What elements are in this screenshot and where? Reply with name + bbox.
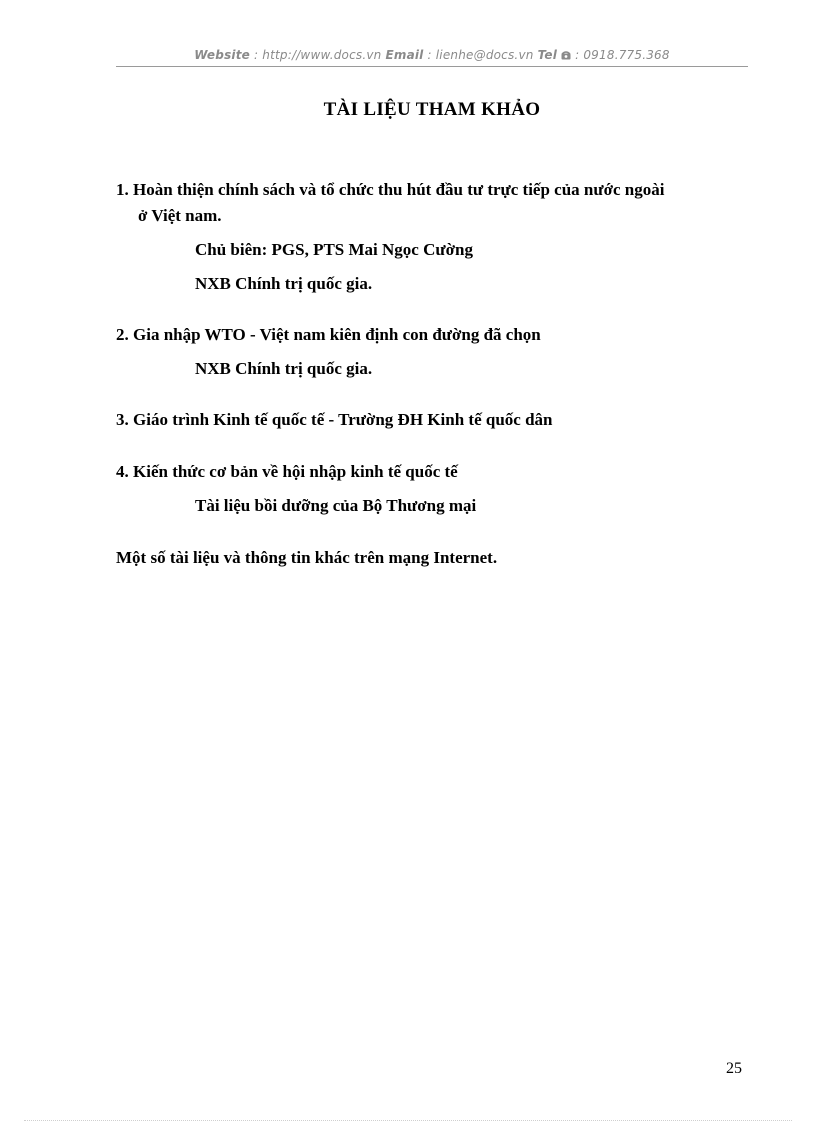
header-divider xyxy=(116,66,748,67)
reference-1-publisher: NXB Chính trị quốc gia. xyxy=(195,274,373,293)
website-label: Website xyxy=(194,48,250,62)
tel-label: Tel xyxy=(537,48,558,62)
reference-4-line1: 4. Kiến thức cơ bản về hội nhập kinh tế quốc tế xyxy=(116,462,458,481)
page-number: 25 xyxy=(726,1060,742,1077)
reference-3-line1: 3. Giáo trình Kinh tế quốc tế - Trường ĐH Kinh tế quốc dân xyxy=(116,410,553,429)
page-bottom-edge xyxy=(24,1120,792,1121)
website-value[interactable]: : http://www.docs.vn xyxy=(250,48,386,62)
reference-2-line1: 2. Gia nhập WTO - Việt nam kiên định con đường đã chọn xyxy=(116,325,541,344)
page-title: TÀI LIỆU THAM KHẢO xyxy=(323,99,541,120)
page-header xyxy=(116,48,748,62)
reference-1-line2: ở Việt nam. xyxy=(138,206,222,225)
tel-value: : 0918.775.368 xyxy=(571,48,670,62)
phone-icon xyxy=(561,51,571,60)
reference-2-publisher: NXB Chính trị quốc gia. xyxy=(195,359,373,378)
reference-1-editor: Chủ biên: PGS, PTS Mai Ngọc Cường xyxy=(195,240,473,259)
email-value[interactable]: : lienhe@docs.vn xyxy=(423,48,538,62)
closing-note: Một số tài liệu và thông tin khác trên mạng Internet. xyxy=(116,548,498,567)
email-label: Email xyxy=(385,48,424,62)
reference-4-source: Tài liệu bồi dưỡng của Bộ Thương mại xyxy=(195,496,477,515)
reference-1-line1: 1. Hoàn thiện chính sách và tổ chức thu hút đầu tư trực tiếp của nước ngoài xyxy=(116,180,665,199)
